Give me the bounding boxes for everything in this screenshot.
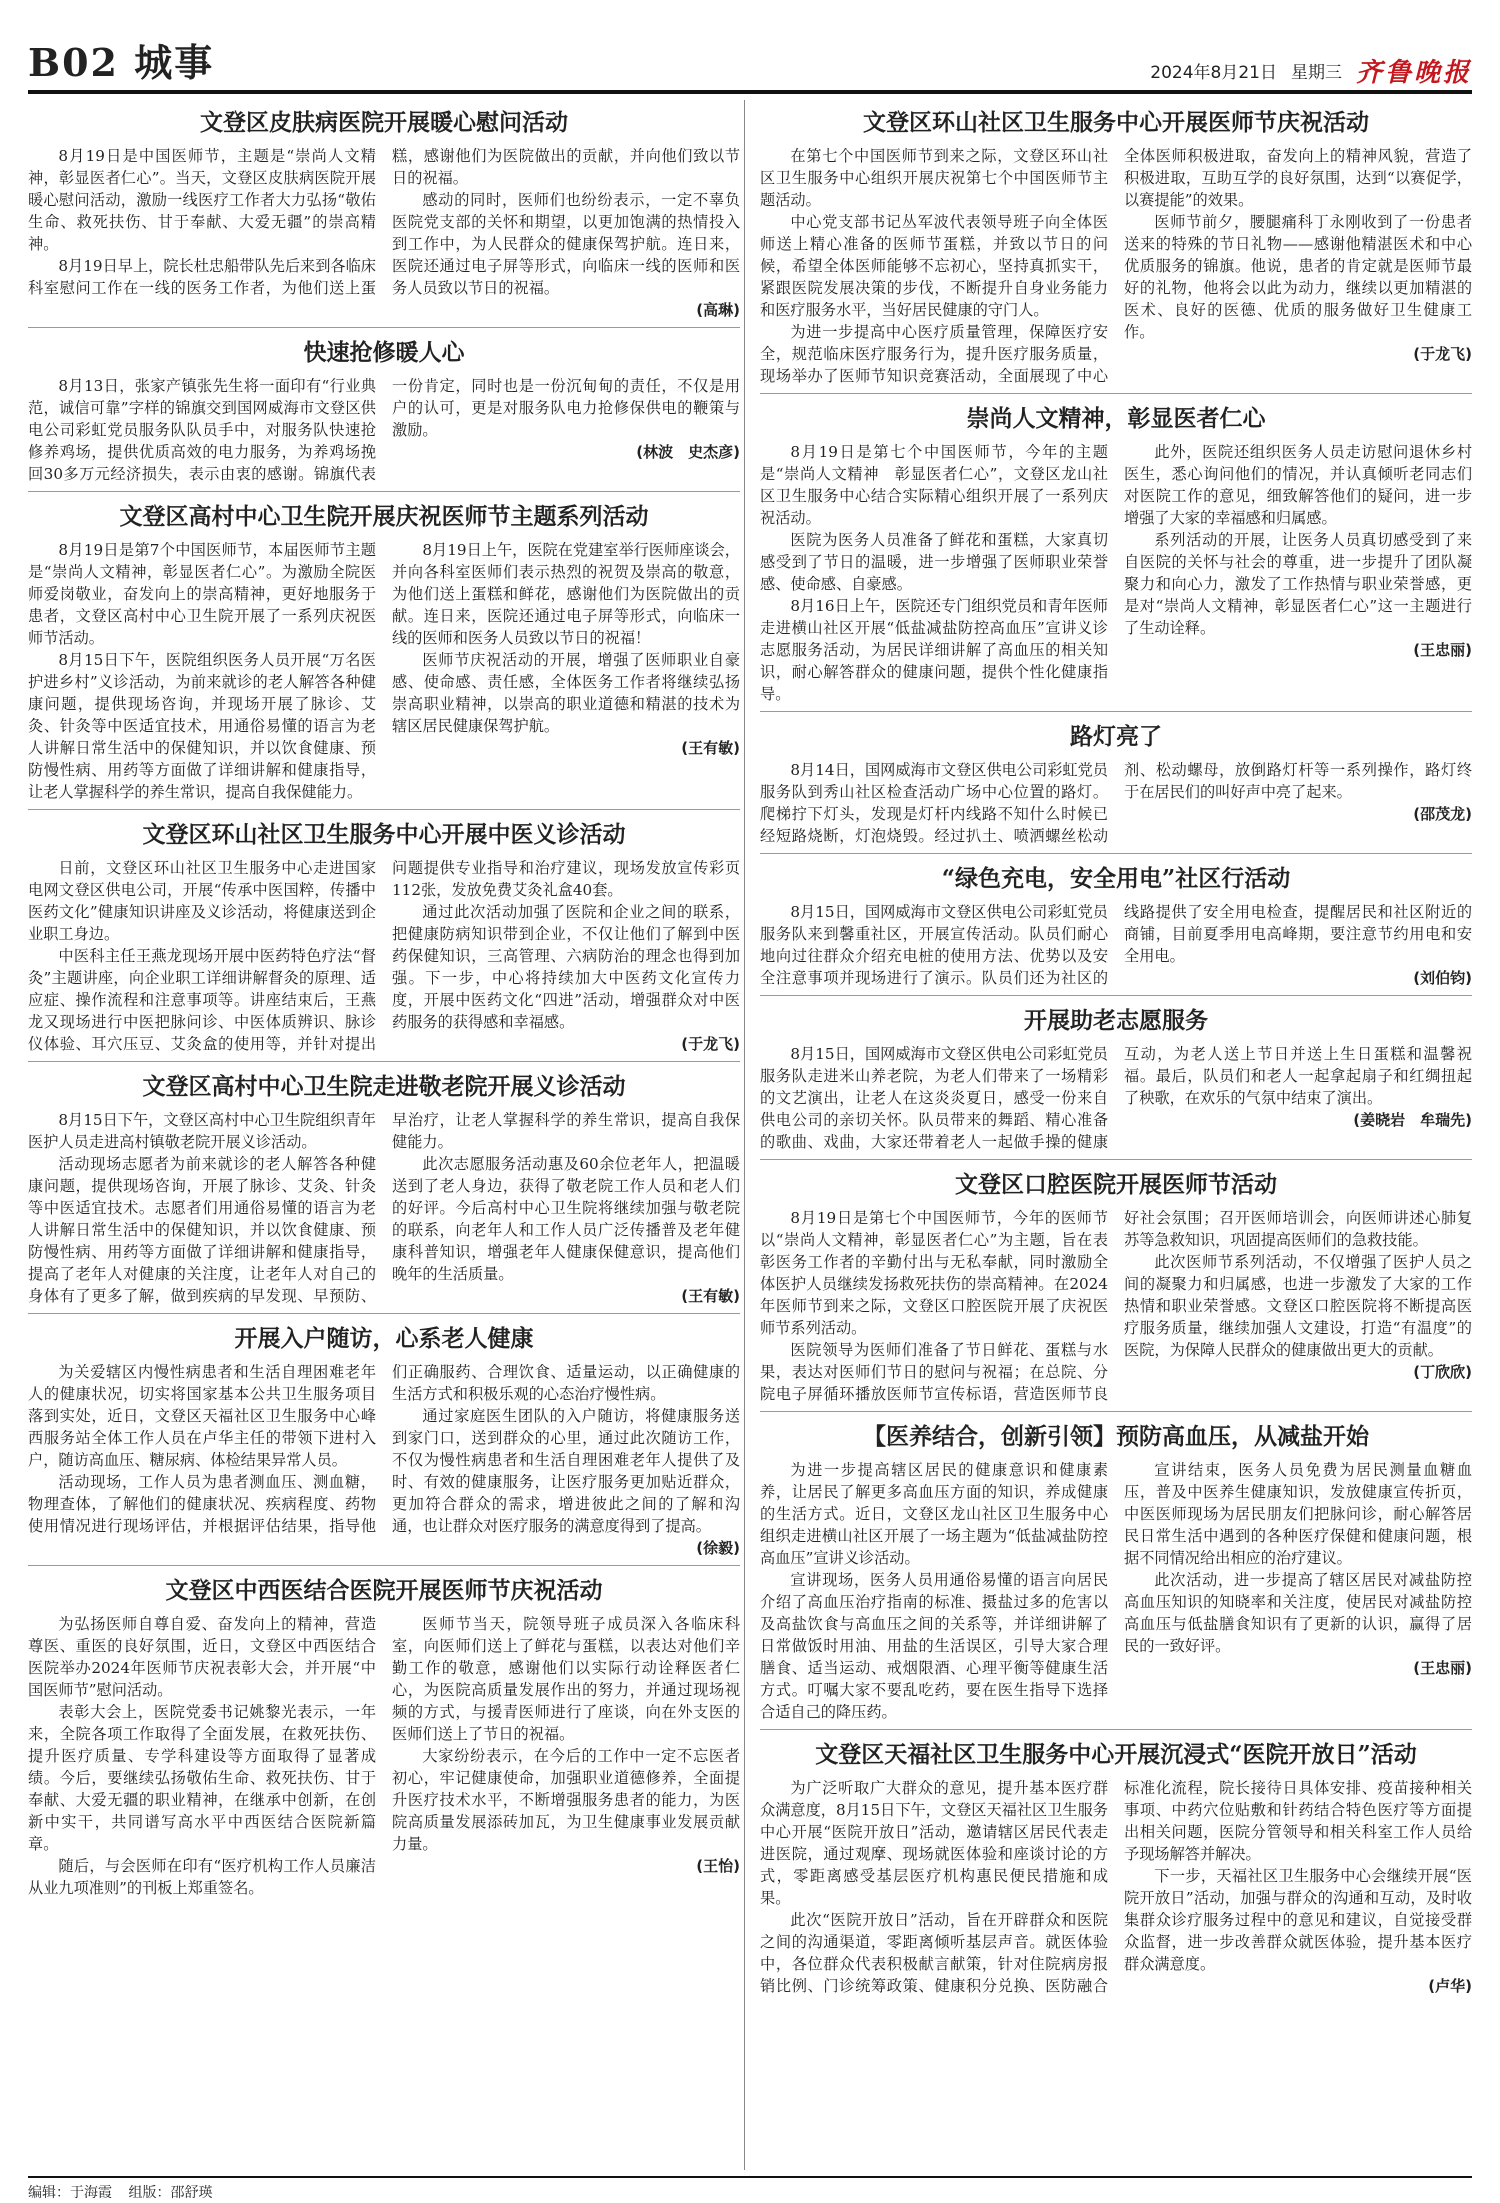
article-paragraph: 8月15日下午，文登区高村中心卫生院组织青年医护人员走进高村镇敬老院开展义诊活动。: [28, 1111, 376, 1151]
article-paragraph: 此次活动，进一步提高了辖区居民对减盐防控高血压知识的知晓率和关注度，使居民对减盐防控高血压与低盐膳食知识有了更新的认识，赢得了居民的一致好评。: [1124, 1571, 1472, 1655]
article-title: 文登区皮肤病医院开展暖心慰问活动: [200, 109, 568, 136]
article-body: [760, 441, 1472, 705]
article-paragraph: 医院为医务人员准备了鲜花和蛋糕，大家真切感受到了节日的温暖，进一步增强了医师职业荣誉感、使命感、自豪感。: [760, 531, 1108, 593]
article: [760, 1736, 1472, 1997]
article-paragraph: 为进一步提高辖区居民的健康意识和健康素养，让居民了解更多高血压方面的知识，养成健康的生活方式。近日，文登区龙山社区卫生服务中心组织走进横山社区开展了一场主题为“低盐减盐防控高血压”宣讲义诊活动。: [760, 1461, 1108, 1567]
article-body: [760, 759, 1472, 847]
article-paragraph: 在第七个中国医师节到来之际，文登区环山社区卫生服务中心组织开展庆祝第七个中国医师节主题活动。: [760, 147, 1108, 209]
article: [28, 1068, 740, 1307]
article-body: [28, 375, 740, 485]
article: [28, 334, 740, 485]
article-body: [760, 1459, 1472, 1723]
article-paragraph: 医院领导为医师们准备了节日鲜花、蛋糕与水果，表达对医师们节日的慰问与祝福；在总院、分院电子屏循环播放医师节宣传标语，营造医师节良好社会氛围；召开医师培训会，向医师讲述心肺复苏等急救知识，巩固提高医师们的急救技能。: [760, 1209, 1472, 1403]
article-paragraph: 8月14日，国网威海市文登区供电公司彩虹党员服务队到秀山社区检查活动广场中心位置的路灯。爬梯拧下灯头，发现是灯杆内线路不知什么时候已经短路烧断，灯泡烧毁。经过扒土、喷洒螺丝松动剂、松动螺母，放倒路灯杆等一系列操作，路灯终于在居民们的叫好声中亮了起来。: [760, 761, 1472, 845]
article-body: [28, 1361, 740, 1559]
article-title: 开展入户随访，心系老人健康: [234, 1325, 534, 1352]
article-paragraph: 随后，与会医师在印有“医疗机构工作人员廉洁从业九项准则”的刊板上郑重签名。: [28, 1857, 376, 1897]
article-separator: [760, 1729, 1472, 1730]
article-byline: (林波 史杰彦): [636, 443, 740, 461]
article-title: 【医养结合，创新引领】预防高血压，从减盐开始: [863, 1423, 1369, 1450]
article-separator: [28, 1565, 740, 1566]
article-title: 崇尚人文精神，彰显医者仁心: [966, 405, 1266, 432]
masthead: [28, 28, 1472, 88]
article-paragraph: 此次志愿服务活动惠及60余位老年人，把温暖送到了老人身边，获得了敬老院工作人员和老人们的好评。今后高村中心卫生院将继续加强与敬老院的联系，向老年人和工作人员广泛传播普及老年健康科普知识，增强老年人健康保健意识，提高他们晚年的生活质量。: [392, 1155, 740, 1283]
article-paragraph: 8月15日，国网威海市文登区供电公司彩虹党员服务队来到馨重社区，开展宣传活动。队员们耐心地向过往群众介绍充电桩的使用方法、优势以及安全注意事项并现场进行了演示。队员们还为社区的线路提供了安全用电检查，提醒居民和社区附近的商铺，目前夏季用电高峰期，要注意节约用电和安全用电。: [760, 903, 1472, 987]
article-separator: [760, 853, 1472, 854]
article-byline: (高琳): [696, 301, 740, 319]
article-body: [28, 1109, 740, 1307]
section-title: B02 城事: [28, 40, 215, 85]
article-title: 文登区环山社区卫生服务中心开展医师节庆祝活动: [863, 109, 1369, 136]
article-body: [760, 901, 1472, 989]
article-body: [760, 1777, 1472, 1997]
article-paragraph: 为进一步提高中心医疗质量管理，保障医疗安全，规范临床医疗服务行为，提升医疗服务质量，现场举办了医师节知识竞赛活动，全面展现了中心全体医师积极进取，奋发向上的精神风貌，营造了积极进取，互助互学的良好氛围，达到“以赛促学，以赛提能”的效果。: [760, 147, 1472, 385]
article-body: [28, 145, 740, 321]
article: [28, 104, 740, 321]
article-byline: (刘伯钧): [1413, 969, 1472, 987]
article-paragraph: 中医科主任王燕龙现场开展中医药特色疗法“督灸”主题讲座，向企业职工详细讲解督灸的原理、适应症、操作流程和注意事项等。讲座结束后，王燕龙又现场进行中医把脉问诊、中医体质辨识、脉诊仪体验、耳穴压豆、艾灸盒的使用等，并针对提出问题提供专业指导和治疗建议，现场发放宣传彩页112张，发放免费艾灸礼盒40套。: [28, 859, 740, 1053]
article-paragraph: 8月19日是第7个中国医师节，本届医师节主题是“崇尚人文精神，彰显医者仁心”。为激励全院医师爱岗敬业，奋发向上的崇高精神，更好地服务于患者，文登区高村中心卫生院开展了一系列庆祝医师节活动。: [28, 541, 376, 647]
article: [760, 104, 1472, 387]
article-paragraph: 8月16日上午，医院还专门组织党员和青年医师走进横山社区开展“低盐减盐防控高血压”宣讲义诊志愿服务活动，为居民详细讲解了高血压的相关知识，耐心解答群众的健康问题，提供个性化健康指导。: [760, 597, 1108, 703]
article-byline: (丁欣欣): [1413, 1363, 1472, 1381]
article-byline: (邵茂龙): [1413, 805, 1472, 823]
column-divider: [744, 100, 745, 2170]
article: [760, 1002, 1472, 1153]
article-paragraph: 此外，医院还组织医务人员走访慰问退休乡村医生，悉心询问他们的情况，并认真倾听老同志们对医院工作的意见，细致解答他们的疑问，进一步增强了大家的幸福感和归属感。: [1124, 443, 1472, 527]
article: [760, 1166, 1472, 1405]
article-byline: (于龙飞): [1413, 345, 1472, 363]
article-separator: [28, 809, 740, 810]
article-byline: (王怡): [696, 1857, 740, 1875]
article-paragraph: 中心党支部书记丛军波代表领导班子向全体医师送上精心准备的医师节蛋糕，并致以节日的问候，希望全体医师能够不忘初心，坚持真抓实干，紧跟医院发展决策的步伐，不断提升自身业务能力和医疗服务水平，当好居民健康的守门人。: [760, 213, 1108, 319]
article-separator: [28, 1061, 740, 1062]
article: [760, 718, 1472, 847]
article-paragraph: 下一步，天福社区卫生服务中心会继续开展“医院开放日”活动，加强与群众的沟通和互动，及时收集群众诊疗服务过程中的意见和建议，自觉接受群众监督，进一步改善群众就医体验，提升基本医疗群众满意度。: [1124, 1867, 1472, 1973]
article-paragraph: 医师节庆祝活动的开展，增强了医师职业自豪感、使命感、责任感，全体医务工作者将继续弘扬崇高职业精神，以崇高的职业道德和精湛的技术为辖区居民健康保驾护航。: [392, 651, 740, 735]
article: [760, 400, 1472, 705]
article-separator: [760, 393, 1472, 394]
article-paragraph: 为弘扬医师自尊自爱、奋发向上的精神，营造尊医、重医的良好氛围，近日，文登区中西医结合医院举办2024年医师节庆祝表彰大会，并开展“中国医师节”慰问活动。: [28, 1615, 376, 1699]
article-paragraph: 宣讲结束，医务人员免费为居民测量血糖血压，普及中医养生健康知识，发放健康宣传折页，中医医师现场为居民朋友们把脉问诊，耐心解答居民日常生活中遇到的各种医疗保健和健康问题，根据不同情况给出相应的治疗建议。: [1124, 1461, 1472, 1567]
article-byline: (王忠丽): [1413, 1659, 1472, 1677]
article: [28, 1320, 740, 1559]
newspaper-brand: 齐鲁晚报: [1355, 58, 1472, 88]
footer-editor: 编辑：于海霞: [28, 2185, 112, 2201]
article-paragraph: 8月19日是第七个中国医师节，今年的医师节以“崇尚人文精神，彰显医者仁心”为主题，旨在表彰医务工作者的辛勤付出与无私奉献，同时激励全体医护人员继续发扬救死扶伤的崇高精神。在2024年医师节到来之际，文登区口腔医院开展了庆祝医师节系列活动。: [760, 1209, 1108, 1337]
article-body: [28, 857, 740, 1055]
article-byline: (王有敏): [681, 1287, 740, 1305]
article-paragraph: 8月15日下午，医院组织医务人员开展“万名医护进乡村”义诊活动，为前来就诊的老人解答各种健康问题，提供现场咨询，并现场开展了脉诊、艾灸、针灸等中医适宜技术，用通俗易懂的语言为老人讲解日常生活中的保健知识，并以饮食健康、预防慢性病、用药等方面做了详细讲解和健康指导，让老人掌握科学的养生常识，提高自我保健能力。: [28, 651, 376, 801]
article-byline: (姜晓岩 牟瑞先): [1353, 1111, 1472, 1129]
article-paragraph: 为广泛听取广大群众的意见，提升基本医疗群众满意度，8月15日下午，文登区天福社区卫生服务中心开展“医院开放日”活动，邀请辖区居民代表走进医院，通过观摩、现场就医体验和座谈讨论的方式，零距离感受基层医疗机构惠民便民措施和成果。: [760, 1779, 1108, 1907]
article-title: 快速抢修暖人心: [303, 339, 465, 366]
article-paragraph: 8月13日，张家产镇张先生将一面印有“行业典范，诚信可靠”字样的锦旗交到国网威海市文登区供电公司彩虹党员服务队队员手中，对服务队快速抢修养鸡场，提供优质高效的电力服务，为养鸡场挽回30多万元经济损失，表示由衷的感谢。锦旗代表一份肯定，同时也是一份沉甸甸的责任，不仅是用户的认可，更是对服务队电力抢修保供电的鞭策与激励。: [28, 377, 740, 483]
article: [28, 816, 740, 1055]
article-byline: (于龙飞): [681, 1035, 740, 1053]
article-title: 文登区中西医结合医院开展医师节庆祝活动: [165, 1577, 603, 1604]
footer-layout: 组版：邵舒瑛: [128, 2185, 213, 2201]
article-body: [760, 145, 1472, 387]
article-paragraph: 8月19日是第七个中国医师节，今年的主题是“崇尚人文精神 彰显医者仁心”，文登区龙山社区卫生服务中心结合实际精心组织开展了一系列庆祝活动。: [760, 443, 1108, 527]
article-title: “绿色充电，安全用电”社区行活动: [941, 865, 1291, 892]
issue-weekday: 星期三: [1290, 63, 1342, 83]
article-paragraph: 8月19日是中国医师节，主题是“崇尚人文精神，彰显医者仁心”。当天，文登区皮肤病医院开展暖心慰问活动，激励一线医疗工作者大力弘扬“敬佑生命、救死扶伤、甘于奉献、大爱无疆”的崇高精神。: [28, 147, 376, 253]
article-body: [28, 539, 740, 803]
article-body: [760, 1043, 1472, 1153]
article-body: [28, 1613, 740, 1899]
article: [28, 1572, 740, 1899]
article-title: 开展助老志愿服务: [1024, 1007, 1208, 1034]
article-paragraph: 8月19日早上，院长杜忠船带队先后来到各临床科室慰问工作在一线的医务工作者，为他们送上蛋糕，感谢他们为医院做出的贡献，并向他们致以节日的祝福。: [28, 147, 740, 297]
article-separator: [760, 1411, 1472, 1412]
article-title: 文登区天福社区卫生服务中心开展沉浸式“医院开放日”活动: [815, 1741, 1417, 1768]
header-rule: [28, 90, 1472, 94]
article-byline: (王有敏): [681, 739, 740, 757]
article-separator: [760, 1159, 1472, 1160]
left-column: [28, 100, 740, 1903]
article-paragraph: 医师节当天，院领导班子成员深入各临床科室，向医师们送上了鲜花与蛋糕，以表达对他们辛勤工作的敬意，感谢他们以实际行动诠释医者仁心，为医院高质量发展作出的努力，并通过现场视频的方式，与援青医师进行了座谈，向在外支医的医师们送上了节日的祝福。: [392, 1615, 740, 1743]
article-separator: [28, 491, 740, 492]
article-byline: (卢华): [1428, 1977, 1472, 1995]
article-paragraph: 8月15日，国网威海市文登区供电公司彩虹党员服务队走进米山养老院，为老人们带来了一场精彩的文艺演出，让老人在这炎炎夏日，感受一份来自供电公司的亲切关怀。队员带来的舞蹈、精心准备的歌曲、戏曲，大家还带着老人一起做手操的健康互动，为老人送上节日并送上生日蛋糕和温馨祝福。最后，队员们和老人一起拿起扇子和红绸扭起了秧歌，在欢乐的气氛中结束了演出。: [760, 1045, 1472, 1151]
article-paragraph: 医师节前夕，腰腿痛科丁永刚收到了一份患者送来的特殊的节日礼物——感谢他精湛医术和中心优质服务的锦旗。他说，患者的肯定就是医师节最好的礼物，他将会以此为动力，继续以更加精湛的医术、良好的医德、优质的服务做好卫生健康工作。: [1124, 213, 1472, 341]
article-paragraph: 宣讲现场，医务人员用通俗易懂的语言向居民介绍了高血压治疗指南的标准、摄盐过多的危害以及高盐饮食与高血压之间的关系等，并详细讲解了日常做饭时用油、用盐的生活误区，引导大家合理膳食、适当运动、戒烟限酒、心理平衡等健康生活方式。叮嘱大家不要乱吃药，要在医生指导下选择合适自己的降压药。: [760, 1571, 1108, 1721]
article-title: 文登区高村中心卫生院开展庆祝医师节主题系列活动: [119, 503, 649, 530]
article-title: 文登区环山社区卫生服务中心开展中医义诊活动: [142, 821, 626, 848]
article-paragraph: 此次医师节系列活动，不仅增强了医护人员之间的凝聚力和归属感，也进一步激发了大家的工作热情和职业荣誉感。文登区口腔医院将不断提高医疗服务质量，继续加强人文建设，打造“有温度”的医院，为保障人民群众的健康做出更大的贡献。: [1124, 1253, 1472, 1359]
article-separator: [760, 711, 1472, 712]
article-paragraph: 系列活动的开展，让医务人员真切感受到了来自医院的关怀与社会的尊重，进一步提升了团队凝聚力和向心力，激发了工作热情与职业荣誉感，更是对“崇尚人文精神，彰显医者仁心”这一主题进行了生动诠释。: [1124, 531, 1472, 637]
article-title: 文登区口腔医院开展医师节活动: [955, 1171, 1277, 1198]
article-separator: [760, 995, 1472, 996]
article-paragraph: 感动的同时，医师们也纷纷表示，一定不辜负医院党支部的关怀和期望，以更加饱满的热情投入到工作中，为人民群众的健康保驾护航。连日来，医院还通过电子屏等形式，向临床一线的医师和医务人员致以节日的祝福。: [392, 191, 740, 297]
article-paragraph: 活动现场，工作人员为患者测血压、测血糖，物理查体，了解他们的健康状况、疾病程度、药物使用情况进行现场评估，并根据评估结果，指导他们正确服药、合理饮食、适量运动，以正确健康的生活方式和积极乐观的心态治疗慢性病。: [28, 1363, 740, 1535]
article-paragraph: 此次“医院开放日”活动，旨在开辟群众和医院之间的沟通渠道，零距离倾听基层声音。就医体验中，各位群众代表积极献言献策，针对住院病房报销比例、门诊统筹政策、健康积分兑换、医防融合标准化流程，院长接待日具体安排、疫苗接种相关事项、中药穴位贴敷和针药结合特色医疗等方面提出相关问题，医院分管领导和相关科室工作人员给予现场解答并解决。: [760, 1779, 1472, 1995]
article-separator: [28, 327, 740, 328]
article-byline: (徐毅): [696, 1539, 740, 1557]
article-body: [760, 1207, 1472, 1405]
masthead-info: [1150, 52, 1472, 89]
article-title: 路灯亮了: [1070, 723, 1162, 750]
article-separator: [28, 1313, 740, 1314]
article: [760, 860, 1472, 989]
article: [28, 498, 740, 803]
article: [760, 1418, 1472, 1723]
article-paragraph: 通过家庭医生团队的入户随访，将健康服务送到家门口，送到群众的心里，通过此次随访工作，不仅为慢性病患者和生活自理困难老年人提供了及时、有效的健康服务，让医疗服务更加贴近群众，更加符合群众的需求，增进彼此之间的了解和沟通，也让群众对医疗服务的满意度得到了提高。: [392, 1407, 740, 1535]
article-byline: (王忠丽): [1413, 641, 1472, 659]
right-column: [760, 100, 1472, 2001]
page-footer: [28, 2176, 1472, 2202]
issue-date: 2024年8月21日: [1150, 63, 1277, 83]
article-paragraph: 日前，文登区环山社区卫生服务中心走进国家电网文登区供电公司，开展“传承中医国粹，传播中医药文化”健康知识讲座及义诊活动，将健康送到企业职工身边。: [28, 859, 376, 943]
article-paragraph: 通过此次活动加强了医院和企业之间的联系，把健康防病知识带到企业，不仅让他们了解到中医药保健知识，三高管理、六病防治的理念也得到加强。下一步，中心将持续加大中医药文化宣传力度，开展中医药文化“四进”活动，增强群众对中医药服务的获得感和幸福感。: [392, 903, 740, 1031]
article-paragraph: 为关爱辖区内慢性病患者和生活自理困难老年人的健康状况，切实将国家基本公共卫生服务项目落到实处，近日，文登区天福社区卫生服务中心峰西服务站全体工作人员在卢华主任的带领下进村入户，随访高血压、糖尿病、体检结果异常人员。: [28, 1363, 376, 1469]
article-title: 文登区高村中心卫生院走进敬老院开展义诊活动: [142, 1073, 626, 1100]
article-paragraph: 8月19日上午，医院在党建室举行医师座谈会，并向各科室医师们表示热烈的祝贺及崇高的敬意，为他们送上蛋糕和鲜花，感谢他们为医院做出的贡献。连日来，医院还通过电子屏等形式，向临床一线的医师和医务人员致以节日的祝福！: [392, 541, 740, 647]
article-paragraph: 大家纷纷表示，在今后的工作中一定不忘医者初心，牢记健康使命，加强职业道德修养，全面提升医疗技术水平，不断增强服务患者的能力，为医院高质量发展添砖加瓦，为卫生健康事业发展贡献力量。: [392, 1747, 740, 1853]
article-paragraph: 活动现场志愿者为前来就诊的老人解答各种健康问题，提供现场咨询，开展了脉诊、艾灸、针灸等中医适宜技术。志愿者们用通俗易懂的语言为老人讲解日常生活中的保健知识，并以饮食健康、预防慢性病、用药等方面做了详细讲解和健康指导，提高了老年人对健康的关注度，让老年人对自己的身体有了更多了解，做到疾病的早发现、早预防、早治疗，让老人掌握科学的养生常识，提高自我保健能力。: [28, 1111, 740, 1305]
article-paragraph: 表彰大会上，医院党委书记姚黎光表示，一年来，全院各项工作取得了全面发展，在救死扶伤、提升医疗质量、专学科建设等方面取得了显著成绩。今后，要继续弘扬敬佑生命、救死扶伤、甘于奉献、大爱无疆的职业精神，在继承中创新，在创新中实干，共同谱写高水平中西医结合医院新篇章。: [28, 1703, 376, 1853]
